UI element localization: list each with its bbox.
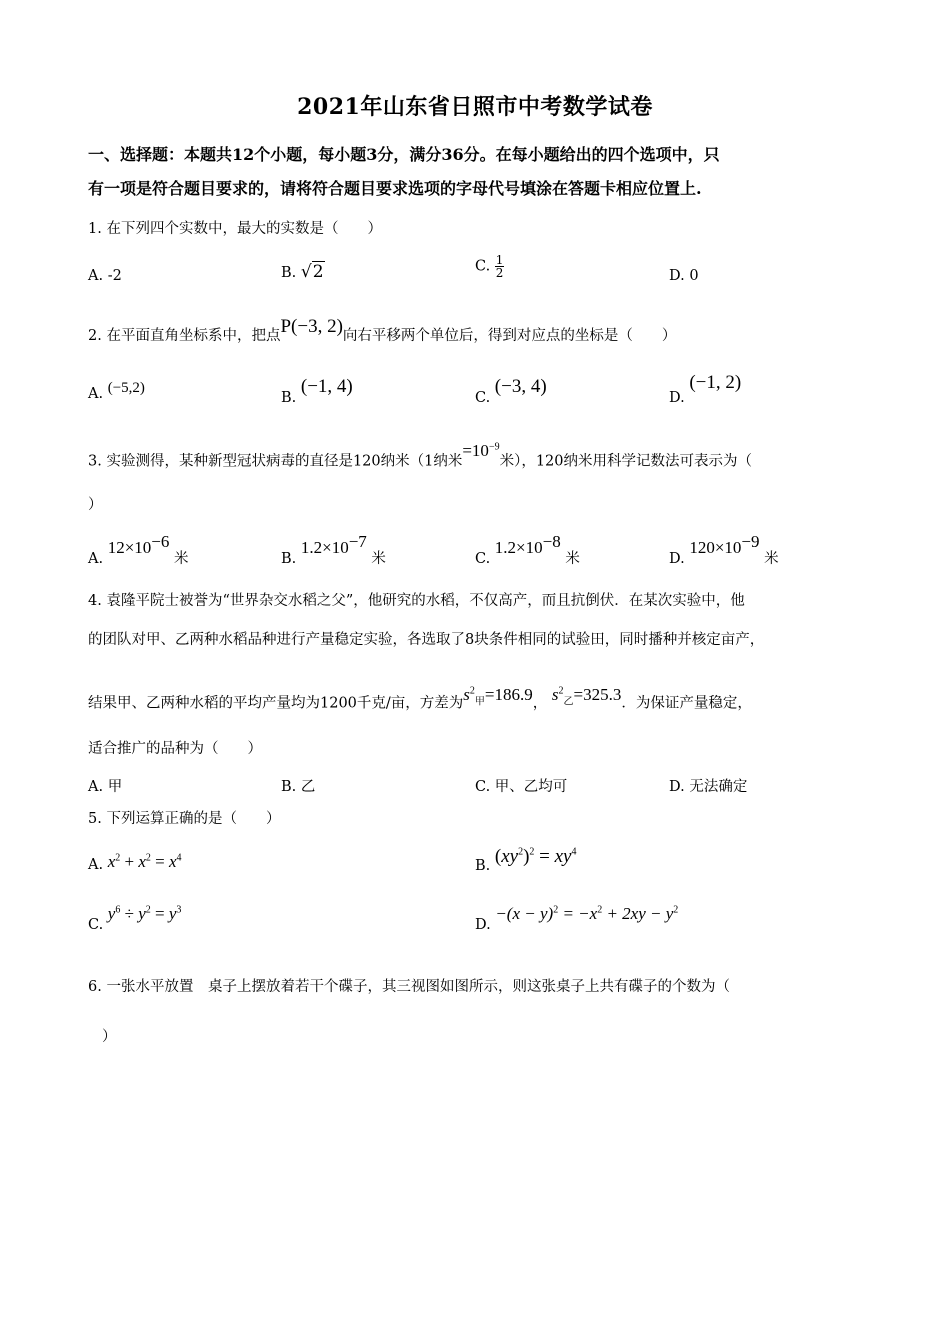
q3-d-unit: 米 — [764, 550, 779, 567]
q3-d-exponent: −9 — [741, 532, 760, 551]
q4-separator: ， — [532, 695, 548, 712]
q4-option-d — [669, 775, 747, 796]
q5-c-exp2: 2 — [145, 904, 151, 916]
question-6-line2: ） — [102, 1029, 117, 1045]
q4-s2-sub: 乙 — [563, 696, 574, 708]
q2-d-value: (−1, 2) — [689, 372, 742, 393]
question-4-line1: 4. 袁隆平院士被誉为“世界杂交水稻之父”，他研究的水稻，不仅高产，而且抗倒伏．在某次实验中，他 — [88, 593, 745, 609]
q3-a-base: 12×10 — [107, 537, 152, 557]
q3-option-d — [669, 532, 779, 567]
question-2-stem — [88, 316, 677, 349]
q3-d-base: 120×10 — [689, 537, 742, 557]
q3-c-label: C. — [475, 550, 491, 567]
q5-c-div: ÷ — [120, 904, 139, 923]
q5-c-eq: = — [150, 904, 169, 923]
q5-a-eq: = — [150, 852, 169, 871]
q5-a-x1: x — [107, 852, 116, 871]
q5-option-c — [88, 904, 182, 933]
q1-d-value: 0 — [689, 268, 699, 284]
q5-c-exp3: 3 — [176, 904, 182, 916]
q3-c-exponent: −8 — [542, 532, 561, 551]
q1-d-label: D. — [669, 268, 685, 284]
q5-a-x3: x — [168, 852, 177, 871]
q5-d-rhs-pre: = −x — [558, 904, 598, 923]
q1-a-value: -2 — [107, 268, 122, 284]
q4-variance-yi — [551, 684, 622, 708]
q5-a-expression — [108, 852, 182, 871]
q4-s1-sup: 2 — [469, 685, 475, 696]
q5-b-expression — [495, 846, 577, 867]
question-5-stem: 5. 下列运算正确的是（ ） — [88, 811, 281, 827]
q4-line3-post: ．为保证产量稳定， — [621, 695, 752, 712]
section-heading — [88, 138, 868, 206]
q3-stem-post: 米），120纳米用科学记数法可表示为（ — [499, 453, 753, 470]
q2-point: P(−3, 2) — [280, 316, 343, 337]
q2-b-label: B. — [281, 390, 297, 406]
q3-b-label: B. — [281, 550, 297, 567]
q5-c-y3: y — [168, 904, 177, 923]
q1-a-label: A. — [88, 268, 104, 284]
q5-b-label: B. — [475, 858, 491, 874]
q3-b-base: 1.2×10 — [300, 537, 349, 557]
q3-stem-pre: 3. 实验测得，某种新型冠状病毒的直径是120纳米（1纳米 — [88, 453, 463, 470]
q2-b-value: (−1, 4) — [300, 376, 353, 397]
q3-option-c — [475, 532, 580, 567]
q3-option-b — [281, 532, 386, 567]
q5-c-y2: y — [138, 904, 146, 923]
q3-option-a — [88, 532, 189, 567]
question-3-stem — [88, 440, 753, 475]
q4-s1-value: =186.9 — [484, 684, 533, 704]
q2-stem-pre: 2. 在平面直角坐标系中，把点 — [88, 328, 281, 344]
q5-option-d — [475, 904, 679, 933]
q4-s1-sub: 甲 — [474, 696, 485, 708]
q5-d-rhs-mid: + 2xy − y — [602, 904, 674, 923]
q1-b-label: B. — [281, 265, 297, 281]
q4-b-label: B. — [281, 779, 297, 795]
question-3-stem-close: ） — [88, 497, 103, 513]
q4-option-a — [88, 775, 122, 796]
section-heading-line1: 一、选择题：本题共12个小题，每小题3分，满分36分。在每小题给出的四个选项中，只 — [88, 145, 720, 164]
q2-a-label: A. — [88, 386, 104, 402]
q4-a-value: 甲 — [107, 779, 123, 795]
q1-c-numerator: 1 — [495, 253, 504, 267]
q3-d-label: D. — [669, 550, 685, 567]
q2-option-c — [475, 376, 547, 406]
q3-c-base: 1.2×10 — [494, 537, 543, 557]
q5-c-y1: y — [107, 904, 116, 923]
q5-c-label: C. — [88, 917, 104, 933]
q4-line3-pre: 结果甲、乙两种水稻的平均产量均为1200千克/亩，方差为 — [88, 695, 464, 712]
q3-b-unit: 米 — [371, 550, 386, 567]
q5-d-exp2: 2 — [597, 904, 603, 916]
q1-option-d — [669, 268, 699, 284]
q3-a-label: A. — [88, 550, 104, 567]
sqrt-expression: √2 — [300, 262, 324, 282]
question-4-line2: 的团队对甲、乙两种水稻品种进行产量稳定实验，各选取了8块条件相同的试验田，同时播种并核定亩产， — [88, 632, 765, 648]
q5-a-x2: x — [138, 852, 146, 871]
q1-option-a — [88, 268, 122, 284]
q5-d-expression — [495, 904, 678, 923]
q5-a-exp2: 2 — [145, 852, 151, 864]
question-1-stem: 1. 在下列四个实数中，最大的实数是（ ） — [88, 221, 382, 237]
q1-c-denominator: 2 — [495, 266, 504, 280]
question-4-line3 — [88, 686, 752, 723]
q2-option-a — [88, 380, 145, 402]
q2-c-label: C. — [475, 390, 491, 406]
q4-option-c — [475, 775, 567, 796]
q5-a-exp3: 4 — [176, 852, 182, 864]
q5-a-plus: + — [120, 852, 139, 871]
q4-s2-value: =325.3 — [573, 684, 622, 704]
q2-a-value: (−5,2) — [107, 380, 145, 396]
q5-c-exp1: 6 — [115, 904, 121, 916]
q4-b-value: 乙 — [300, 779, 316, 795]
q4-c-value: 甲、乙均可 — [494, 779, 568, 795]
q4-variance-jia — [463, 684, 533, 708]
q1-b-radicand: 2 — [312, 262, 324, 282]
q4-s1-var: s — [463, 684, 470, 704]
q2-option-d — [669, 372, 742, 406]
q5-b-lparen: ( — [494, 846, 502, 867]
q5-option-b — [475, 846, 577, 874]
q3-b-exponent: −7 — [348, 532, 367, 551]
section-heading-line2: 有一项是符合题目要求的，请将符合题目要求选项的字母代号填涂在答题卡相应位置上. — [88, 179, 702, 198]
page-title: 2021年山东省日照市中考数学试卷 — [297, 94, 653, 120]
q3-eq-base: =10 — [462, 440, 489, 460]
q5-b-exp3: 4 — [571, 846, 577, 858]
q4-d-value: 无法确定 — [689, 779, 748, 795]
q5-a-label: A. — [88, 857, 104, 873]
q5-a-exp1: 2 — [115, 852, 121, 864]
q5-b-xy2: xy — [554, 846, 572, 867]
q5-c-expression — [108, 904, 182, 923]
q3-unit-equation — [462, 441, 499, 460]
q4-s2-var: s — [551, 684, 559, 704]
q5-d-label: D. — [475, 917, 491, 933]
q2-c-value: (−3, 4) — [494, 376, 547, 397]
q3-a-exponent: −6 — [151, 532, 170, 551]
q5-b-xy1: xy — [501, 846, 519, 867]
q1-option-c — [475, 254, 504, 279]
question-4-line4: 适合推广的品种为（ ） — [88, 741, 262, 757]
q5-option-a — [88, 852, 182, 872]
q4-d-label: D. — [669, 779, 685, 795]
q2-d-label: D. — [669, 390, 685, 406]
q3-eq-exponent: −9 — [488, 441, 500, 452]
q5-b-eq: = — [534, 846, 555, 867]
q4-s2-sup: 2 — [558, 685, 564, 696]
q3-a-unit: 米 — [174, 550, 189, 567]
q4-c-label: C. — [475, 779, 491, 795]
q4-option-b — [281, 775, 315, 796]
question-6-line1: 6. 一张水平放置 桌子上摆放着若干个碟子，其三视图如图所示，则这张桌子上共有碟子的个数为（ — [88, 979, 730, 995]
q5-d-lhs: −(x − y) — [495, 904, 554, 923]
q5-d-exp1: 2 — [553, 904, 559, 916]
q2-stem-post: 向右平移两个单位后，得到对应点的坐标是（ ） — [342, 328, 677, 344]
q5-d-exp3: 2 — [673, 904, 679, 916]
q5-b-exp2: 2 — [529, 846, 535, 858]
q4-a-label: A. — [88, 779, 104, 795]
q5-b-rparen: ) — [523, 846, 530, 867]
q1-c-label: C. — [475, 258, 491, 275]
q2-option-b — [281, 376, 353, 406]
q5-b-exp1: 2 — [518, 846, 524, 858]
fraction — [495, 254, 505, 279]
q3-c-unit: 米 — [565, 550, 580, 567]
q1-option-b — [281, 262, 325, 282]
